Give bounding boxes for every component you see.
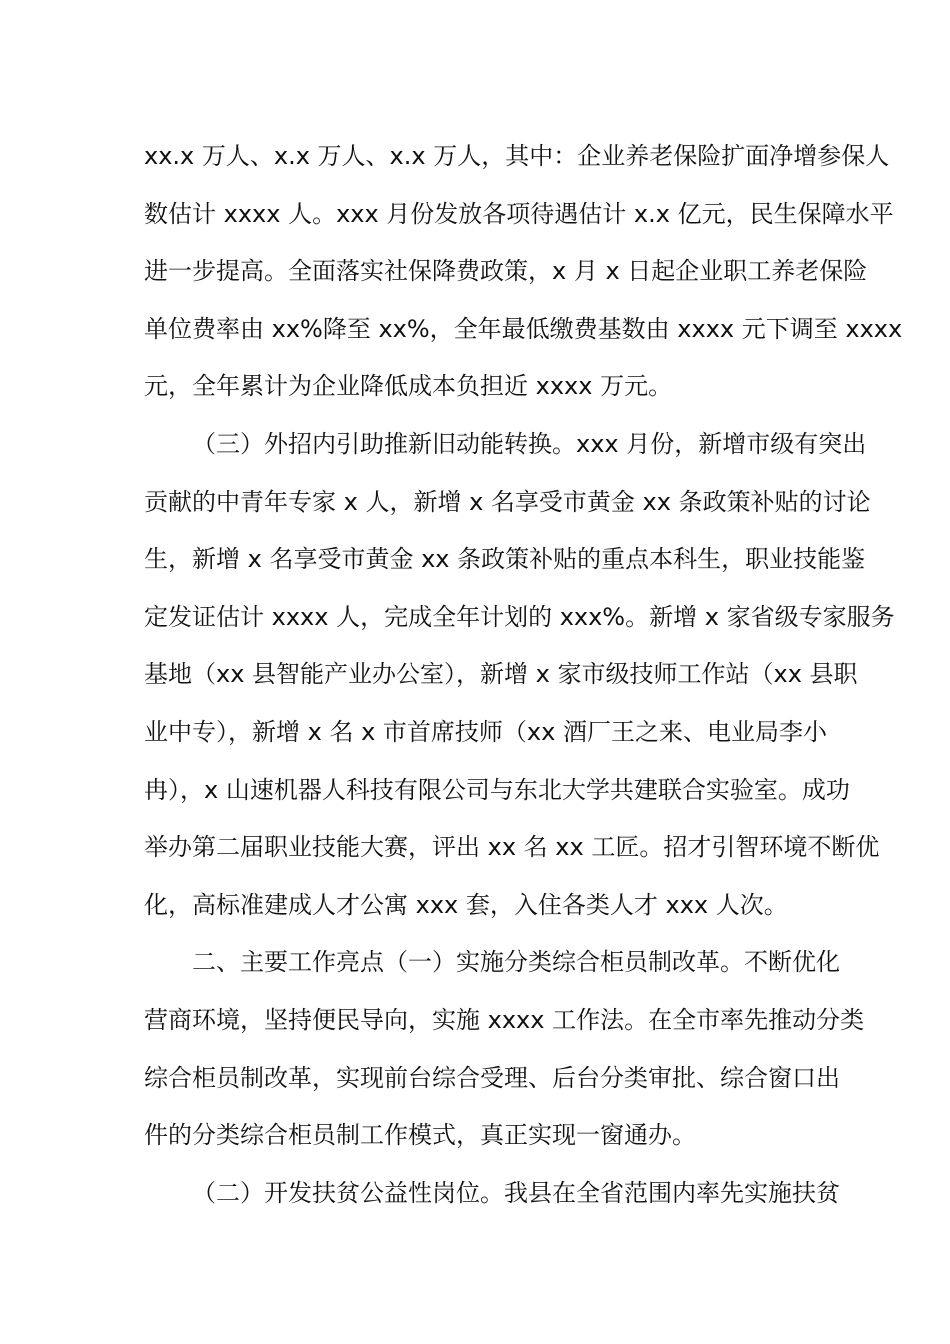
- text-line: 单位费率由 xx%降至 xx%，全年最低缴费基数由 xxxx 元下调至 xxxx: [144, 314, 903, 343]
- text-line: 生，新增 x 名享受市黄金 xx 条政策补贴的重点本科生，职业技能鉴: [144, 545, 866, 574]
- text-line: 举办第二届职业技能大赛，评出 xx 名 xx 工匠。招才引智环境不断优: [144, 833, 880, 862]
- text-line: 数估计 xxxx 人。xxx 月份发放各项待遇估计 x.x 亿元，民生保障水平: [144, 199, 894, 228]
- text-line: （二）开发扶贫公益性岗位。我县在全省范围内率先实施扶贫: [192, 1178, 840, 1207]
- text-line: 定发证估计 xxxx 人，完成全年计划的 xxx%。新增 x 家省级专家服务: [144, 602, 895, 631]
- paragraph-poverty-posts: [144, 1165, 840, 1223]
- text-line: 进一步提高。全面落实社保降费政策，x 月 x 日起企业职工养老保险: [144, 257, 868, 286]
- paragraph-work-highlights: [144, 934, 865, 1164]
- text-line: 二、主要工作亮点（一）实施分类综合柜员制改革。不断优化: [192, 948, 840, 977]
- text-line: 基地（xx 县智能产业办公室），新增 x 家市级技师工作站（xx 县职: [144, 660, 858, 689]
- document-body: [144, 128, 903, 1222]
- text-line: 综合柜员制改革，实现前台综合受理、后台分类审批、综合窗口出: [144, 1063, 840, 1092]
- text-line: 化，高标准建成人才公寓 xxx 套，入住各类人才 xxx 人次。: [144, 890, 788, 919]
- text-line: 贡献的中青年专家 x 人，新增 x 名享受市黄金 xx 条政策补贴的讨论: [144, 487, 871, 516]
- text-line: 冉），x 山速机器人科技有限公司与东北大学共建联合实验室。成功: [144, 775, 850, 804]
- text-line: 业中专），新增 x 名 x 市首席技师（xx 酒厂王之来、电业局李小: [144, 717, 827, 746]
- paragraph-social-insurance: [144, 128, 903, 416]
- text-line: 营商环境，坚持便民导向，实施 xxxx 工作法。在全市率先推动分类: [144, 1005, 865, 1034]
- text-line: 元，全年累计为企业降低成本负担近 xxxx 万元。: [144, 372, 673, 401]
- text-line: xx.x 万人、x.x 万人、x.x 万人，其中：企业养老保险扩面净增参保人: [144, 142, 890, 170]
- paragraph-talent-recruitment: [144, 416, 895, 934]
- text-line: （三）外招内引助推新旧动能转换。xxx 月份，新增市级有突出: [192, 429, 867, 458]
- text-line: 件的分类综合柜员制工作模式，真正实现一窗通办。: [144, 1121, 696, 1150]
